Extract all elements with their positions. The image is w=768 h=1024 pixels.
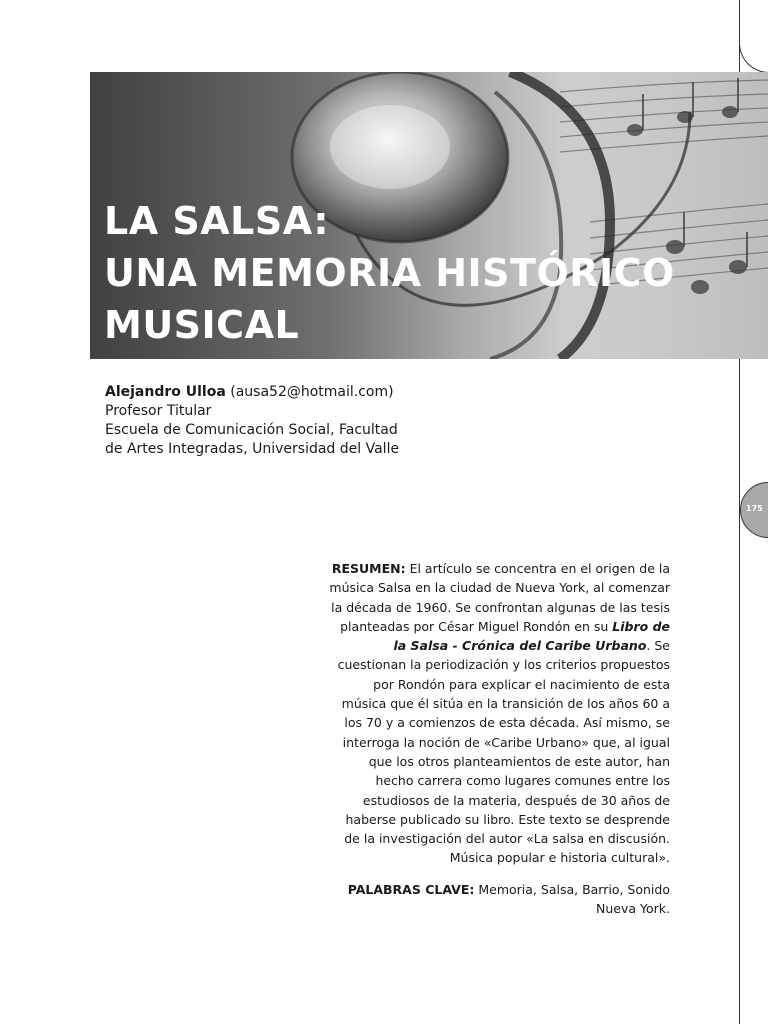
title-line-3: MUSICAL (104, 303, 300, 347)
author-email: (ausa52@hotmail.com) (230, 384, 394, 400)
author-block (105, 383, 399, 459)
author-name: Alejandro Ulloa (105, 384, 226, 400)
page-edge-tab (739, 0, 768, 73)
abstract-text-2: . Se cuestionan la periodización y los criterios propuestos por Rondón para explicar el nacimiento de esta música que él sitúa en la transición de los años 60 a los 70 y a comienzos de esta década. Así mismo, se interroga la noción de «Caribe Urbano» que, al igual que los otros planteamientos de este autor, han hecho carrera como lugares comunes entre los estudiosos de la materia, después de 30 años de haberse publicado su libro. Este texto se desprende de la investigación del autor «La salsa en discusión. Música popular e historia cultural». (337, 638, 670, 866)
abstract-text-1: El artículo se concentra en el origen de la música Salsa en la ciudad de Nueva York, al comenzar la década de 1960. Se confrontan algunas de las tesis planteadas por César Miguel Rondón en su (329, 561, 670, 634)
keywords-paragraph (328, 880, 670, 919)
author-affiliation-1: Escuela de Comunicación Social, Facultad (105, 422, 398, 438)
keywords-label: PALABRAS CLAVE: (347, 881, 475, 897)
keywords-text: Memoria, Salsa, Barrio, Sonido Nueva York. (474, 881, 670, 917)
abstract-label: RESUMEN: (331, 561, 406, 576)
author-name-line (105, 383, 399, 402)
title-line-2: UNA MEMORIA HISTÓRICO (104, 251, 675, 295)
abstract-book-title: Libro de la Salsa - Crónica del Caribe Urbano (393, 618, 670, 654)
author-position: Profesor Titular (105, 403, 212, 419)
article-title (104, 195, 675, 351)
title-line-1: LA SALSA: (104, 199, 330, 243)
abstract-section (328, 559, 670, 918)
author-affiliation-2: de Artes Integradas, Universidad del Valle (105, 441, 400, 457)
page-number: 175 (746, 504, 763, 513)
abstract-paragraph (328, 559, 670, 868)
